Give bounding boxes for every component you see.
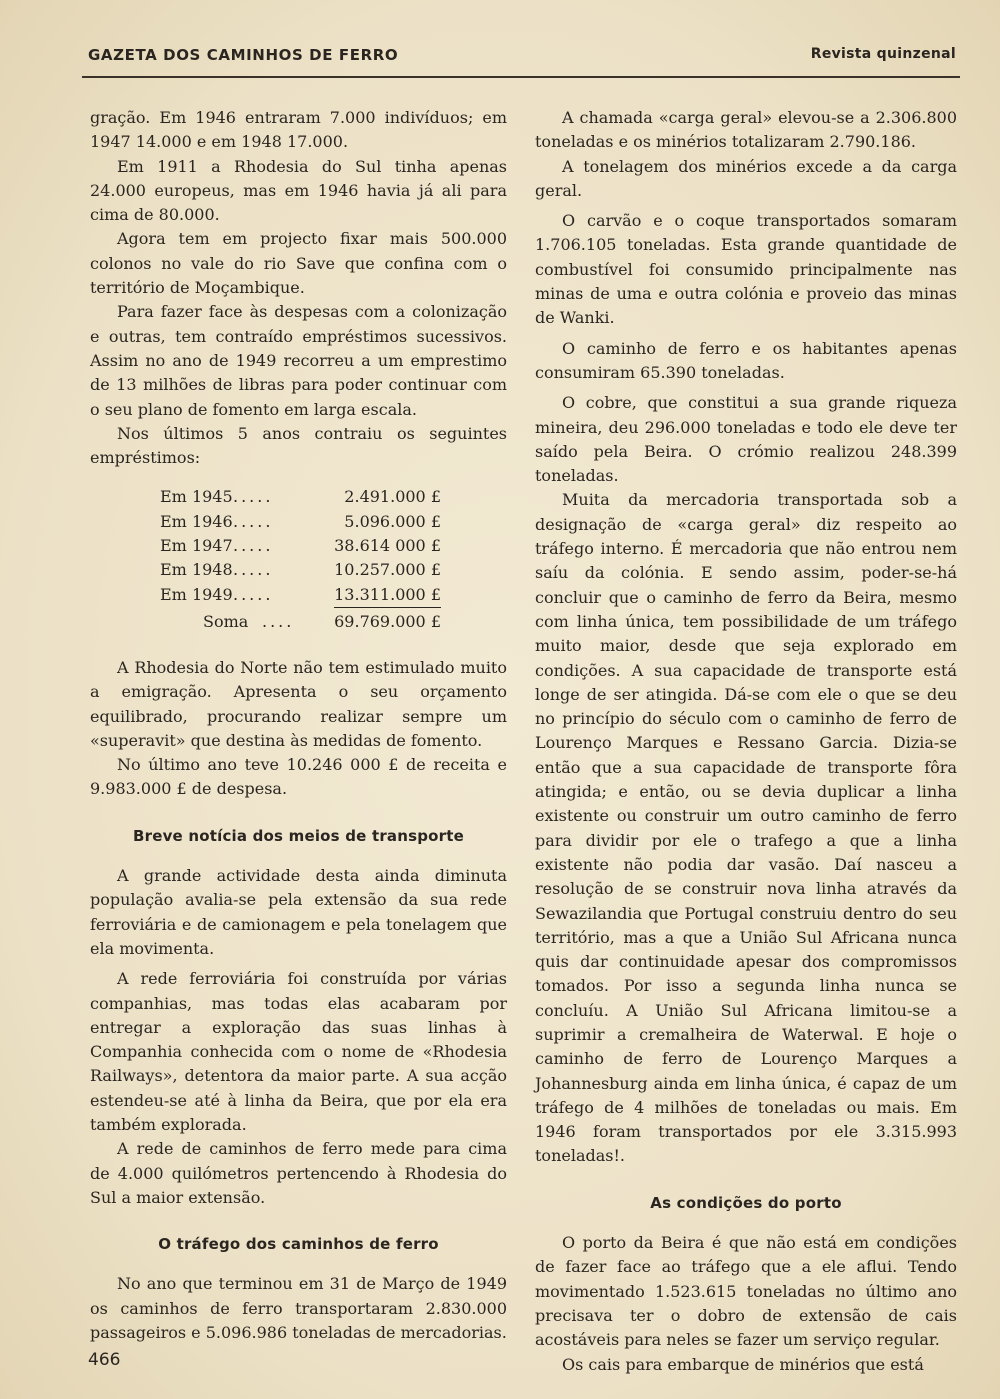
loan-amount: 5.096.000 £ xyxy=(344,511,441,531)
paragraph: A tonelagem dos minérios excede a da carga geral. xyxy=(535,156,957,200)
paragraph: A grande actividade desta ainda diminuta população avalia-se pela extensão da sua rede ferroviária e de camionagem e pela tonelagem que ela movimenta. xyxy=(90,866,507,958)
loan-amount: 13.311.000 £ xyxy=(334,583,441,608)
loans-table xyxy=(90,485,507,635)
loan-year: Em 1948 xyxy=(160,560,233,580)
page-number: 466 xyxy=(88,1350,121,1370)
left-column xyxy=(90,106,507,1345)
journal-title: GAZETA DOS CAMINHOS DE FERRO xyxy=(88,46,399,64)
section-heading: As condições do porto xyxy=(650,1193,842,1212)
paragraph: Os cais para embarque de minérios que está xyxy=(562,1354,924,1374)
paragraph: No ano que terminou em 31 de Março de 1949 os caminhos de ferro transportaram 2.830.000 passageiros e 5.096.986 toneladas de mercadorias. xyxy=(90,1274,507,1343)
loan-total-row xyxy=(90,610,507,636)
journal-subtitle: Revista quinzenal xyxy=(810,46,956,62)
right-column xyxy=(535,106,957,1377)
loan-amount: 2.491.000 £ xyxy=(344,487,441,507)
paragraph: Muita da mercadoria transportada sob a designação de «carga geral» diz respeito ao tráfego interno. É mercadoria que não entrou nem saíu da colónia. E sendo assim, poder-se-há concluir que o caminho de ferro da Beira, mesmo com linha única, tem possibilidade de um tráfego muito maior, desde que seja explorado em condições. A sua capacidade de transporte está longe de ser atingida. Dá-se com ele o que se deu no princípio do século com o caminho de ferro de Lourenço Marques e Ressano Garcia. Dizia-se então que a sua capacidade de transporte fôra atingida; e então, ou se devia duplicar a linha existente ou construir um outro caminho de ferro para dividir por ele o trafego a que a linha existente não podia dar vasão. Daí nasceu a resolução de se construir nova linha através da Sewazilandia que Portugal construiu dentro do seu território, mas a que a União Sul Africana nunca quis dar continuidade apesar dos compromissos tomados. Por isso a segunda linha nunca se concluíu. A União Sul Africana limitou-se a suprimir a cremalheira de Waterwal. E hoje o caminho de ferro de Lourenço Marques a Johannesburg ainda em linha única, é capaz de um tráfego de 4 milhões de toneladas ou mais. Em 1946 foram transportados por ele 3.315.993 toneladas!. xyxy=(535,490,957,1166)
loan-row xyxy=(90,534,507,558)
paragraph: Para fazer face às despesas com a colonização e outras, tem contraído empréstimos sucessivos. Assim no ano de 1949 recorreu a um emprestimo de 13 milhões de libras para poder continuar com o seu plano de fomento em larga escala. xyxy=(90,302,507,419)
loan-year: Em 1945 xyxy=(160,487,233,507)
paragraph: O cobre, que constitui a sua grande riqueza mineira, deu 296.000 toneladas e todo ele deve ter saído pela Beira. O crómio realizou 248.399 toneladas. xyxy=(535,393,957,486)
loan-year: Em 1946 xyxy=(160,511,233,531)
page-header xyxy=(88,46,956,72)
loan-total-amount: 69.769.000 £ xyxy=(334,611,441,631)
paragraph: A Rhodesia do Norte não tem estimulado muito a emigração. Apresenta o seu orçamento equilibrado, procurando realizar sempre um «superavit» que destina às medidas de fomento. xyxy=(90,657,507,750)
paragraph: No último ano teve 10.246 000 £ de receita e 9.983.000 £ de despesa. xyxy=(90,755,507,799)
loan-leader-dots: ..... xyxy=(233,487,274,507)
loan-row xyxy=(90,558,507,582)
header-rule xyxy=(82,76,960,78)
loan-leader-dots: .... xyxy=(262,611,295,631)
paragraph: O porto da Beira é que não está em condições de fazer face ao tráfego que a ele aflui. Tendo movimentado 1.523.615 toneladas no último ano precisava ter o dobro de extensão de cais acostáveis para neles se fazer um serviço regular. xyxy=(535,1233,957,1350)
paragraph: A chamada «carga geral» elevou-se a 2.306.800 toneladas e os minérios totalizaram 2.790.186. xyxy=(535,108,957,152)
loan-row xyxy=(90,485,507,509)
section-heading: Breve notícia dos meios de transporte xyxy=(132,826,465,845)
loan-total-label: Soma xyxy=(203,611,249,631)
paragraph: O caminho de ferro e os habitantes apenas consumiram 65.390 toneladas. xyxy=(535,338,957,382)
loan-row xyxy=(90,510,507,534)
paragraph: Em 1911 a Rhodesia do Sul tinha apenas 24.000 europeus, mas em 1946 havia já ali para cima de 80.000. xyxy=(90,156,507,225)
loan-year: Em 1947 xyxy=(160,536,233,556)
paragraph: O carvão e o coque transportados somaram 1.706.105 toneladas. Esta grande quantidade de combustível foi consumido principalmente nas minas de uma e outra colónia e proveio das minas de Wanki. xyxy=(535,211,957,328)
paragraph: Nos últimos 5 anos contraiu os seguintes empréstimos: xyxy=(90,423,507,468)
loan-amount: 38.614 000 £ xyxy=(334,536,441,556)
section-heading: O tráfego dos caminhos de ferro xyxy=(158,1235,439,1254)
paragraph: A rede de caminhos de ferro mede para cima de 4.000 quilómetros pertencendo à Rhodesia do Sul a maior extensão. xyxy=(90,1139,507,1207)
paragraph: gração. Em 1946 entraram 7.000 indivíduos; em 1947 14.000 e em 1948 17.000. xyxy=(90,108,507,152)
loan-row xyxy=(90,583,507,607)
loan-year: Em 1949 xyxy=(160,584,233,604)
loan-amount: 10.257.000 £ xyxy=(334,560,441,580)
loan-leader-dots: ..... xyxy=(233,511,274,531)
paragraph: Agora tem em projecto fixar mais 500.000 colonos no vale do rio Save que confina com o território de Moçambique. xyxy=(90,229,507,298)
paragraph: A rede ferroviária foi construída por várias companhias, mas todas elas acabaram por entregar a exploração das suas linhas à Companhia conhecida com o nome de «Rhodesia Railways», detentora da maior parte. A sua acção estendeu-se até à linha da Beira, que por ela era também explorada. xyxy=(90,969,507,1134)
loan-leader-dots: ..... xyxy=(233,536,274,556)
loan-leader-dots: ..... xyxy=(233,584,274,604)
loan-leader-dots: ..... xyxy=(233,560,274,580)
